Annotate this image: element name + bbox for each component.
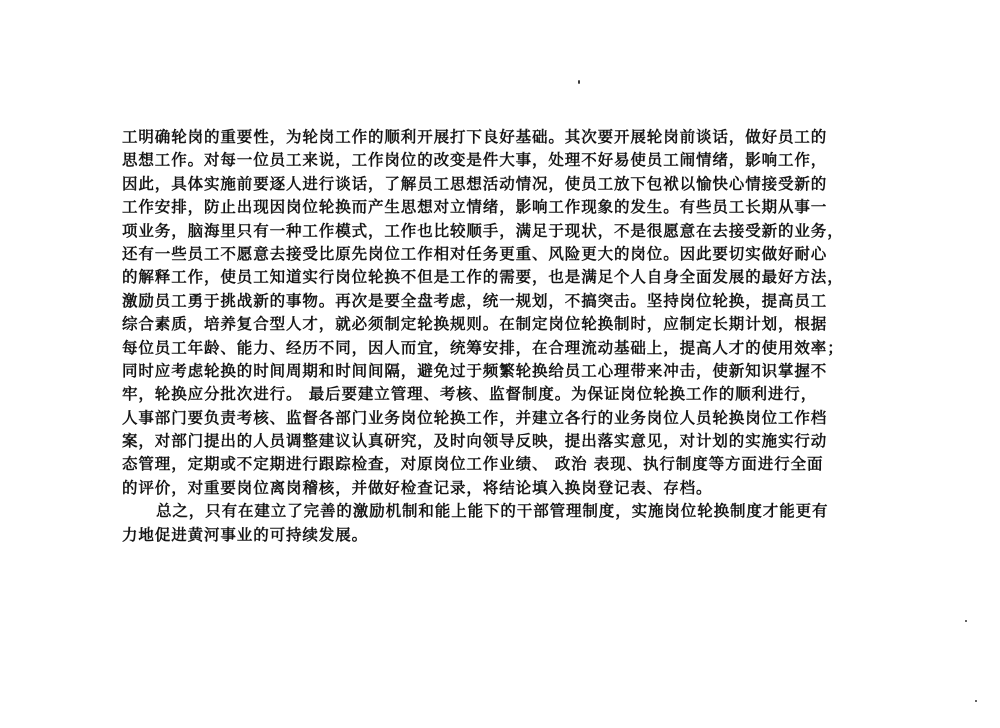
text-line: 的评价，对重要岗位离岗稽核，并做好检查记录，将结论填入换岗登记表、存档。 — [122, 477, 713, 497]
text-line: 的解释工作，使员工知道实行岗位轮换不但是工作的需要，也是满足个人自身全面发展的最好方法， — [122, 267, 844, 287]
text-line: 力地促进黄河事业的可持续发展。 — [122, 524, 369, 544]
text-line: 综合素质，培养复合型人才，就必须制定轮换规则。在制定岗位轮换制时，应制定长期计划，根据 — [122, 314, 828, 334]
body-text — [122, 125, 912, 546]
text-line: 态管理，定期或不定期进行跟踪检查，对原岗位工作业绩、 政治 表现、执行制度等方面进行全面 — [122, 454, 824, 474]
text-line: 工明确轮岗的重要性，为轮岗工作的顺利开展打下良好基础。其次要开展轮岗前谈话，做好员工的 — [122, 127, 828, 146]
text-line: 总之，只有在建立了完善的激励机制和能上能下的干部管理制度，实施岗位轮换制度才能更有 — [156, 501, 829, 521]
text-line: 人事部门要负责考核、监督各部门业务岗位轮换工作，并建立各行的业务岗位人员轮换岗位工作档 — [122, 407, 828, 427]
text-line: 因此，具体实施前要逐人进行谈话，了解员工思想活动情况，使员工放下包袱以愉快心情接受新的 — [122, 173, 828, 193]
text-line: 同时应考虑轮换的时间周期和时间间隔，避免过于频繁轮换给员工心理带来冲击，使新知识掌握不 — [122, 360, 828, 380]
text-line: 每位员工年龄、能力、经历不同，因人而宜，统筹安排，在合理流动基础上，提高人才的使用效率； — [122, 337, 844, 357]
text-line: 案，对部门提出的人员调整建议认真研究，及时向领导反映，提出落实意见，对计划的实施实行动 — [122, 431, 828, 451]
text-line: 还有一些员工不愿意去接受比原先岗位工作相对任务更重、风险更大的岗位。因此要切实做好耐心 — [122, 243, 828, 263]
text-line: 项业务，脑海里只有一种工作模式，工作也比较顺手，满足于现状，不是很愿意在去接受新的业务， — [122, 220, 844, 240]
text-line: 激励员工勇于挑战新的事物。再次是要全盘考虑，统一规划，不搞突击。坚持岗位轮换，提高员工 — [122, 290, 828, 310]
scan-speck — [975, 700, 977, 702]
text-line: 思想工作。对每一位员工来说，工作岗位的改变是件大事，处理不好易使员工闹情绪，影响工作， — [122, 150, 828, 170]
scan-speck — [578, 80, 580, 84]
scan-speck — [965, 620, 967, 622]
text-line: 牢，轮换应分批次进行。 最后要建立管理、考核、监督制度。为保证岗位轮换工作的顺利进行， — [122, 384, 818, 404]
text-line: 工作安排，防止出现因岗位轮换而产生思想对立情绪，影响工作现象的发生。有些员工长期从事一 — [122, 197, 828, 217]
